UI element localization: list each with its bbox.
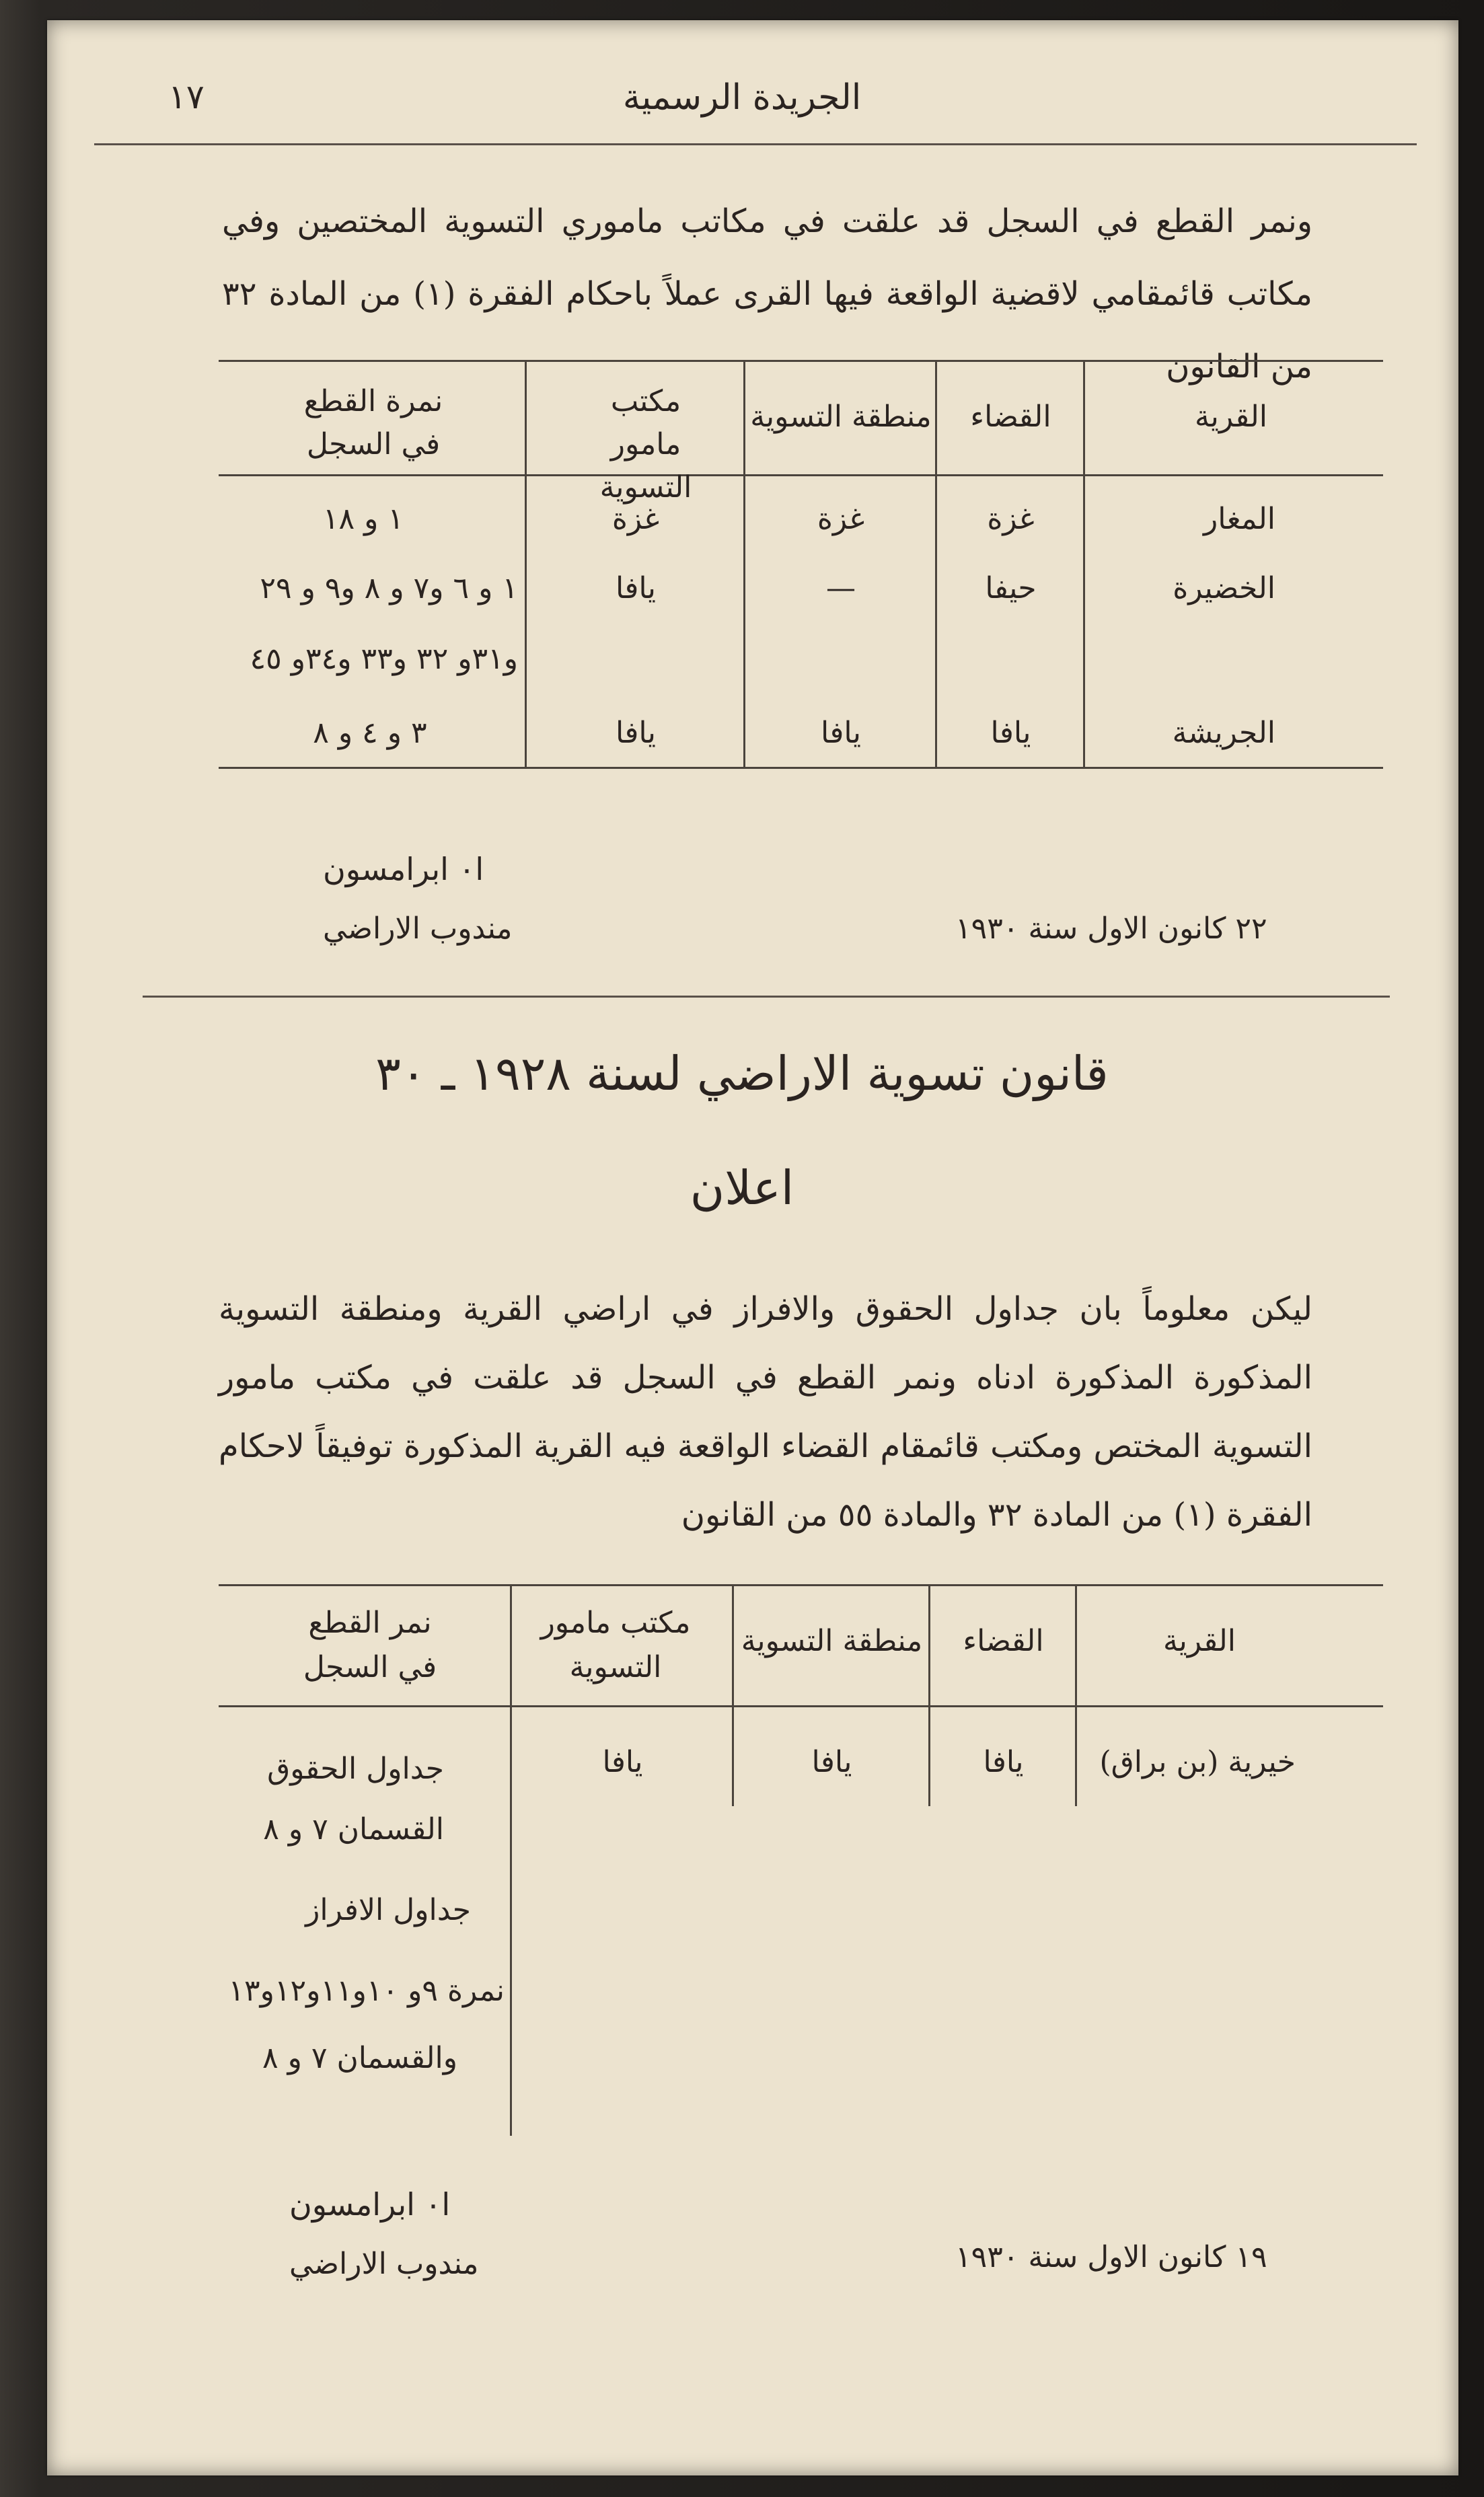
section2-paragraph: ليكن معلوماً بان جداول الحقوق والافراز في اراضي القرية ومنطقة التسوية المذكورة المذكورة ادناه ونمر القطع في السجل قد علقت في مكتب مامور التسوية المختص ومكتب قائمقام القضاء الواقعة فيه القرية المذكورة توفيقاً لاحكام الفقرة (١) من المادة ٣٢ والمادة ٥٥ من القانون <box>219 1290 1312 1534</box>
journal-title: الجريدة الرسمية <box>622 77 862 118</box>
table1-row2-village: الخضيرة <box>1173 571 1275 605</box>
section1-date: ٢٢ كانون الاول سنة ١٩٣٠ <box>955 911 1267 946</box>
law-title: قانون تسوية الاراضي لسنة ١٩٢٨ ـ ٣٠ <box>375 1046 1109 1101</box>
table1-vline-4 <box>525 360 527 767</box>
table1-vline-2 <box>935 360 937 767</box>
table1-header-settlement-office: مكتب مامور التسوية <box>599 384 692 505</box>
section2-signatory-title: مندوب الاراضي <box>289 2247 479 2281</box>
table2-row-parcels-line3: جداول الافراز <box>305 1893 471 1927</box>
table1-row1-district: غزة <box>987 502 1035 536</box>
table1-vline-3 <box>743 360 745 767</box>
table1-row2-settlement-office: يافا <box>615 571 657 605</box>
table2-vline-2 <box>928 1584 930 1806</box>
table2-row-settlement-office: يافا <box>602 1745 643 1779</box>
table2-header-parcel-numbers: نمر القطع في السجل <box>303 1606 437 1684</box>
section1-signatory-title: مندوب الاراضي <box>323 911 513 946</box>
table2-header-settlement-office: مكتب مامور التسوية <box>540 1606 691 1684</box>
section2-date: ١٩ كانون الاول سنة ١٩٣٠ <box>955 2240 1267 2274</box>
section2-signatory-name: ا٠ ابرامسون <box>289 2186 451 2223</box>
table1-row3-settlement-office: يافا <box>615 716 657 750</box>
table1-header-village: القرية <box>1194 400 1267 434</box>
table1-row3-district: يافا <box>990 716 1031 750</box>
table1-row1-village: المغار <box>1203 502 1275 536</box>
table1-vline-1 <box>1083 360 1085 767</box>
table2-vline-4 <box>510 1584 512 2136</box>
table1-row1-settlement-area: غزة <box>817 502 865 536</box>
table1-row2-district: حيفا <box>985 571 1037 605</box>
table1-top-rule <box>219 360 1383 362</box>
table2-header-rule <box>219 1705 1383 1707</box>
table2-row-parcels-line1: جداول الحقوق <box>267 1752 444 1786</box>
table2-row-settlement-area: يافا <box>811 1745 852 1779</box>
section-divider <box>143 996 1390 998</box>
table2-row-parcels-line4: نمرة ٩و ١٠و١١و١٢و١٣ <box>228 1974 505 2008</box>
table1-row3-parcels: ٣ و ٤ و ٨ <box>313 716 427 750</box>
table2-header-village: القرية <box>1162 1624 1236 1658</box>
table1-row2-settlement-area: — <box>826 571 856 605</box>
table1-header-settlement-area: منطقة التسوية <box>750 400 932 434</box>
table1-header-district: القضاء <box>970 400 1051 434</box>
table2-row-parcels-line2: القسمان ٧ و ٨ <box>263 1812 444 1847</box>
table2-header-district: القضاء <box>963 1624 1044 1658</box>
table2-row-parcels-line5: والقسمان ٧ و ٨ <box>262 2041 457 2075</box>
section1-intro: ونمر القطع في السجل قد علقت في مكاتب ماموري التسوية المختصين وفي مكاتب قائمقامي لاقضية الواقعة فيها القرى عملاً باحكام الفقرة (١) من المادة ٣٢ من القانون <box>222 202 1313 385</box>
table2-row-village: خيرية (بن براق) <box>1099 1745 1296 1779</box>
table1-row3-settlement-area: يافا <box>820 716 862 750</box>
table1-row1-parcels: ١ و ١٨ <box>322 502 404 536</box>
running-header <box>94 64 1390 138</box>
table1-row2-parcels-line2: و٣١و ٣٢ و٣٣ و٣٤و ٤٥ <box>250 642 518 676</box>
table2-header-settlement-area: منطقة التسوية <box>741 1624 923 1658</box>
table1-header-parcel-numbers: نمرة القطع في السجل <box>303 384 443 461</box>
table1-row3-village: الجريشة <box>1172 716 1275 750</box>
notice-title: اعلان <box>690 1160 794 1216</box>
table2-top-rule <box>219 1584 1383 1586</box>
table2-vline-3 <box>732 1584 734 1806</box>
table1-bottom-rule <box>219 767 1383 769</box>
table2-row-district: يافا <box>983 1745 1024 1779</box>
table1-header-rule <box>219 474 1383 476</box>
table1-row2-parcels-line1: ١ و ٦ و٧ و ٨ و٩ و ٢٩ <box>260 571 518 605</box>
section1-signatory-name: ا٠ ابرامسون <box>323 851 484 887</box>
header-rule <box>94 143 1417 145</box>
page-number: ١٧ <box>168 77 205 116</box>
table1-row1-settlement-office: غزة <box>611 502 660 536</box>
